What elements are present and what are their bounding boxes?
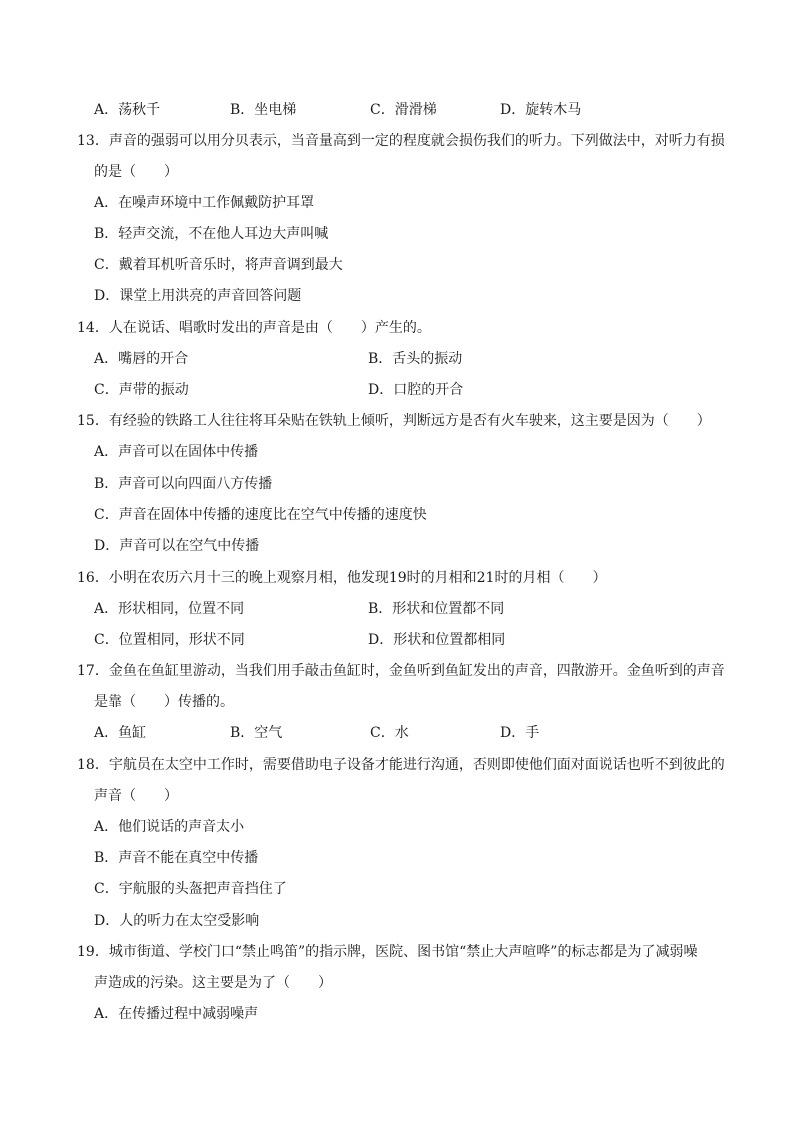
q15-option-c: C．声音在固体中传播的速度比在空气中传播的速度快	[94, 507, 427, 523]
q13-option-c: C．戴着耳机听音乐时，将声音调到最大	[94, 257, 343, 273]
q15-option-b: B．声音可以向四面八方传播	[94, 476, 273, 492]
q13-stem-line2: 的是（ ）	[94, 164, 178, 180]
q16-stem: 16．小明在农历六月十三的晚上观察月相，他发现19时的月相和21时的月相（ ）	[77, 570, 607, 586]
q18-stem-line1: 18．宇航员在太空中工作时，需要借助电子设备才能进行沟通，否则即使他们面对面说话也听不到彼此的	[77, 757, 725, 773]
q17-option-d: D．手	[500, 725, 540, 741]
q16-option-d: D．形状和位置都相同	[368, 632, 506, 648]
q12-option-b: B．坐电梯	[230, 102, 297, 118]
q15-option-d: D．声音可以在空气中传播	[94, 538, 260, 554]
q15-stem: 15．有经验的铁路工人往往将耳朵贴在铁轨上倾听，判断远方是否有火车驶来，这主要是因为（ ）	[77, 413, 711, 429]
q13-option-a: A．在噪声环境中工作佩戴防护耳罩	[94, 195, 315, 211]
q17-option-a: A．鱼缸	[94, 725, 147, 741]
q16-option-c: C．位置相同，形状不同	[94, 632, 245, 648]
q12-option-c: C．滑滑梯	[370, 102, 437, 118]
q12-option-a: A．荡秋千	[94, 102, 161, 118]
q16-option-a: A．形状相同，位置不同	[94, 601, 245, 617]
q13-option-d: D．课堂上用洪亮的声音回答问题	[94, 288, 302, 304]
q18-option-b: B．声音不能在真空中传播	[94, 850, 259, 866]
q17-stem-line1: 17．金鱼在鱼缸里游动，当我们用手敲击鱼缸时，金鱼听到鱼缸发出的声音，四散游开。金鱼听到的声音	[77, 663, 725, 679]
q15-option-a: A．声音可以在固体中传播	[94, 444, 259, 460]
q18-option-c: C．宇航服的头盔把声音挡住了	[94, 881, 287, 897]
q19-stem-line1: 19．城市街道、学校门口“禁止鸣笛”的指示牌，医院、图书馆“禁止大声喧哗”的标志都是为了减弱噪	[77, 944, 698, 960]
q17-option-b: B．空气	[230, 725, 283, 741]
q14-stem: 14．人在说话、唱歌时发出的声音是由（ ）产生的。	[77, 320, 431, 336]
q18-option-d: D．人的听力在太空受影响	[94, 913, 260, 929]
q14-option-d: D．口腔的开合	[368, 382, 464, 398]
q19-stem-line2: 声造成的污染。这主要是为了（ ）	[94, 975, 332, 991]
q17-option-c: C．水	[370, 725, 409, 741]
q14-option-a: A．嘴唇的开合	[94, 351, 189, 367]
q18-stem-line2: 声音（ ）	[94, 788, 178, 804]
q19-option-a: A．在传播过程中减弱噪声	[94, 1006, 259, 1022]
q12-option-d: D．旋转木马	[500, 102, 582, 118]
q17-stem-line2: 是靠（ ）传播的。	[94, 694, 234, 710]
q14-option-b: B．舌头的振动	[368, 351, 463, 367]
q14-option-c: C．声带的振动	[94, 382, 189, 398]
q16-option-b: B．形状和位置都不同	[368, 601, 505, 617]
q18-option-a: A．他们说话的声音太小	[94, 819, 245, 835]
q13-option-b: B．轻声交流，不在他人耳边大声叫喊	[94, 226, 329, 242]
q13-stem-line1: 13．声音的强弱可以用分贝表示，当音量高到一定的程度就会损伤我们的听力。下列做法中，对听力有损	[77, 133, 725, 149]
